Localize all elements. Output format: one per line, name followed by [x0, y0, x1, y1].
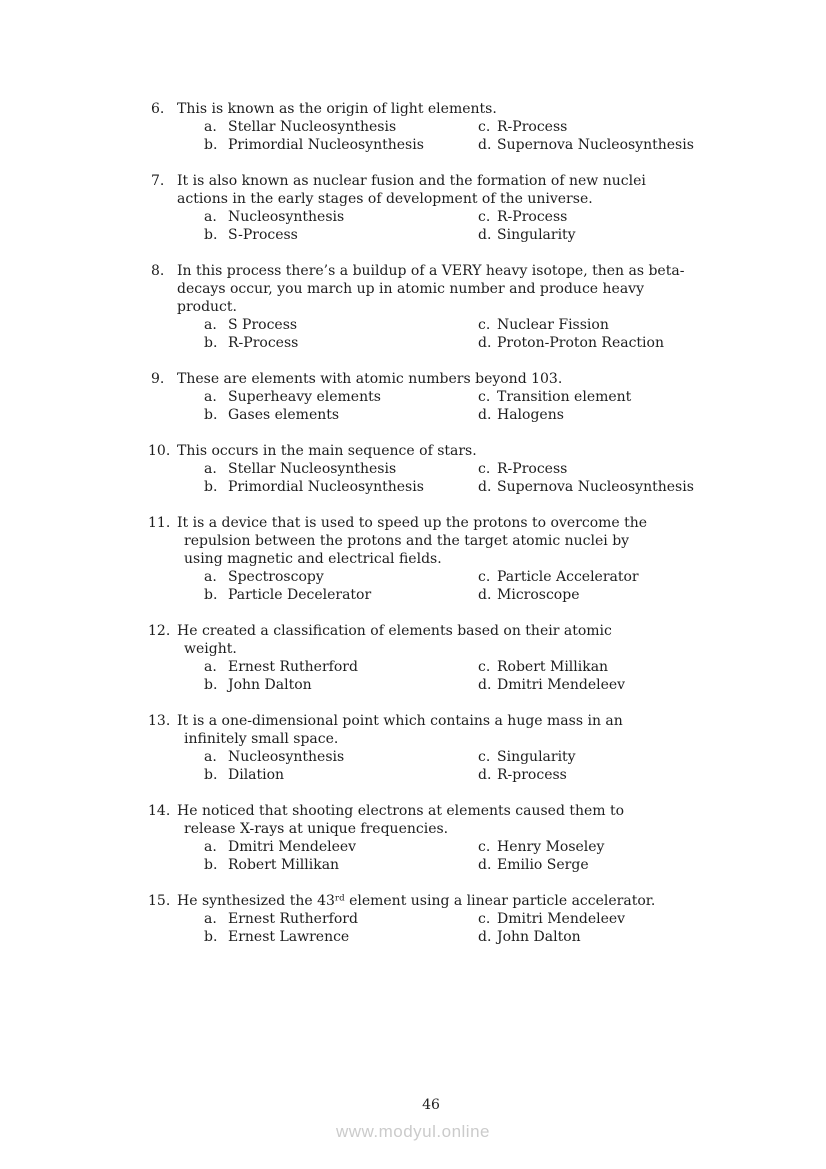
option-label: c.: [478, 209, 491, 225]
question-number: 14.: [148, 803, 171, 819]
option: [204, 658, 478, 676]
option-row: [151, 460, 751, 478]
option: [204, 406, 478, 424]
option-row: [151, 838, 751, 856]
option: [478, 316, 609, 334]
option-text: Nucleosynthesis: [228, 209, 345, 225]
option: [478, 208, 567, 226]
option: [478, 226, 576, 244]
option: [204, 388, 478, 406]
option: [478, 838, 604, 856]
option-text: R-Process: [497, 461, 568, 477]
option: [204, 208, 478, 226]
option-label: b.: [204, 479, 218, 495]
question-text-line: infinitely small space.: [184, 731, 339, 747]
option-text: Stellar Nucleosynthesis: [228, 119, 397, 135]
question-number: 12.: [148, 623, 171, 639]
option: [204, 460, 478, 478]
question-text-line: It is a device that is used to speed up the protons to overcome the: [177, 515, 648, 531]
option-text: Particle Accelerator: [497, 569, 639, 585]
question-text-line: release X-rays at unique frequencies.: [184, 821, 449, 837]
question-text-line: These are elements with atomic numbers beyond 103.: [177, 371, 563, 387]
option: [204, 856, 478, 874]
option: [478, 766, 567, 784]
question-number: 15.: [148, 893, 171, 909]
watermark: www.modyul.online: [335, 1122, 490, 1141]
option-row: [151, 748, 751, 766]
question-14: [148, 802, 751, 874]
option-label: a.: [204, 839, 217, 855]
option-label: c.: [478, 461, 491, 477]
option-label: b.: [204, 137, 218, 153]
option-row: [151, 658, 751, 676]
option-label: b.: [204, 677, 218, 693]
question-text-line: product.: [177, 299, 237, 315]
question-10: [148, 442, 751, 496]
option-text: Ernest Rutherford: [228, 659, 358, 675]
option-label: d.: [478, 857, 492, 873]
option-label: a.: [204, 569, 217, 585]
option-row: [151, 388, 751, 406]
option-label: c.: [478, 317, 491, 333]
option: [204, 568, 478, 586]
option-label: a.: [204, 209, 217, 225]
question-text-line: using magnetic and electrical fields.: [184, 551, 442, 567]
option: [478, 568, 639, 586]
option-text: Emilio Serge: [497, 857, 589, 873]
question-text-line: repulsion between the protons and the target atomic nuclei by: [184, 533, 630, 549]
option-row: [151, 910, 751, 928]
option-text: Primordial Nucleosynthesis: [228, 137, 424, 153]
option-text: Dmitri Mendeleev: [497, 911, 626, 927]
option: [478, 334, 664, 352]
option-text: Proton-Proton Reaction: [497, 335, 664, 351]
option-text: Singularity: [497, 227, 576, 243]
option-label: d.: [478, 677, 492, 693]
option-text: Nucleosynthesis: [228, 749, 345, 765]
option-label: b.: [204, 929, 218, 945]
option: [478, 748, 576, 766]
question-text-line: weight.: [184, 641, 237, 657]
question-text-line: It is also known as nuclear fusion and the formation of new nuclei: [177, 173, 646, 189]
option-text: Primordial Nucleosynthesis: [228, 479, 424, 495]
option: [478, 928, 581, 946]
option-text: John Dalton: [497, 929, 581, 945]
option-text: Nuclear Fission: [497, 317, 609, 333]
option-label: a.: [204, 317, 217, 333]
option-text: Gases elements: [228, 407, 340, 423]
option-text: Spectroscopy: [228, 569, 324, 585]
option: [204, 226, 478, 244]
option-label: d.: [478, 479, 492, 495]
option-label: a.: [204, 389, 217, 405]
page-number: 46: [422, 1097, 440, 1113]
option-row: [151, 928, 751, 946]
option-label: c.: [478, 839, 491, 855]
option-text: Halogens: [497, 407, 564, 423]
option-label: b.: [204, 587, 218, 603]
option-row: [151, 406, 751, 424]
option: [204, 748, 478, 766]
question-text-line: decays occur, you march up in atomic number and produce heavy: [177, 281, 644, 297]
option: [204, 928, 478, 946]
option-text: Robert Millikan: [497, 659, 609, 675]
option-text: Dmitri Mendeleev: [497, 677, 626, 693]
option-text: Robert Millikan: [228, 857, 340, 873]
question-text-line: This occurs in the main sequence of stars.: [177, 443, 477, 459]
option-text: Superheavy elements: [228, 389, 381, 405]
option-label: b.: [204, 767, 218, 783]
option-label: d.: [478, 227, 492, 243]
option: [204, 136, 478, 154]
option-text: Dmitri Mendeleev: [228, 839, 357, 855]
option-label: d.: [478, 335, 492, 351]
option-label: d.: [478, 407, 492, 423]
option-label: d.: [478, 767, 492, 783]
question-number: 9.: [151, 371, 165, 387]
option: [204, 838, 478, 856]
option-label: a.: [204, 911, 217, 927]
question-text-line: He noticed that shooting electrons at elements caused them to: [177, 803, 625, 819]
superscript-text: rd: [334, 893, 345, 904]
option: [204, 334, 478, 352]
option-row: [151, 586, 751, 604]
option-label: b.: [204, 335, 218, 351]
option-label: d.: [478, 137, 492, 153]
questions: [148, 100, 751, 964]
option-text: R-Process: [497, 119, 568, 135]
question-text-line: actions in the early stages of development of the universe.: [177, 191, 593, 207]
option-text: John Dalton: [228, 677, 312, 693]
option-text: Microscope: [497, 587, 580, 603]
question-11: [148, 514, 751, 604]
question-text-run: He synthesized the 43: [177, 893, 335, 909]
option-text: S-Process: [228, 227, 298, 243]
option: [478, 460, 567, 478]
option: [478, 136, 694, 154]
option-row: [151, 676, 751, 694]
question-number: 10.: [148, 443, 171, 459]
question-7: [151, 172, 751, 244]
question-9: [151, 370, 751, 424]
option-label: c.: [478, 911, 491, 927]
question-text-line: [151, 892, 751, 910]
option-text: Henry Moseley: [497, 839, 605, 855]
option-label: b.: [204, 857, 218, 873]
option: [204, 676, 478, 694]
option: [204, 586, 478, 604]
question-8: [151, 262, 751, 352]
option-row: [151, 856, 751, 874]
option-text: Transition element: [497, 389, 632, 405]
option-label: a.: [204, 749, 217, 765]
option-text: R-process: [497, 767, 567, 783]
option: [204, 910, 478, 928]
option-row: [151, 334, 751, 352]
option-text: Ernest Lawrence: [228, 929, 350, 945]
option: [478, 388, 631, 406]
option-text: Supernova Nucleosynthesis: [497, 479, 694, 495]
option: [478, 856, 589, 874]
option: [478, 478, 694, 496]
option-text: Particle Decelerator: [228, 587, 372, 603]
option: [478, 658, 608, 676]
option-label: a.: [204, 119, 217, 135]
option-label: b.: [204, 407, 218, 423]
question-number: 7.: [151, 173, 165, 189]
option-text: Ernest Rutherford: [228, 911, 358, 927]
option-row: [151, 478, 751, 496]
question-number: 13.: [148, 713, 171, 729]
question-text-run: element using a linear particle accelerator.: [344, 893, 656, 909]
question-text-line: This is known as the origin of light elements.: [177, 101, 497, 117]
option-row: [151, 118, 751, 136]
question-6: [151, 100, 751, 154]
option: [204, 118, 478, 136]
option-label: a.: [204, 659, 217, 675]
question-text-line: It is a one-dimensional point which contains a huge mass in an: [177, 713, 623, 729]
option-row: [151, 766, 751, 784]
question-text-line: In this process there’s a buildup of a VERY heavy isotope, then as beta-: [177, 263, 685, 279]
option-text: R-Process: [497, 209, 568, 225]
question-13: [148, 712, 751, 784]
option-label: d.: [478, 587, 492, 603]
option: [478, 406, 564, 424]
option-label: c.: [478, 749, 491, 765]
option-label: b.: [204, 227, 218, 243]
option-label: c.: [478, 659, 491, 675]
option: [478, 676, 625, 694]
option-label: c.: [478, 389, 491, 405]
option-row: [151, 136, 751, 154]
option-row: [151, 208, 751, 226]
option-text: Singularity: [497, 749, 576, 765]
question-number: 11.: [148, 515, 171, 531]
option: [204, 766, 478, 784]
option: [204, 478, 478, 496]
question-15: [148, 892, 751, 946]
option-label: c.: [478, 119, 491, 135]
option-row: [151, 568, 751, 586]
option-text: Supernova Nucleosynthesis: [497, 137, 694, 153]
option-text: R-Process: [228, 335, 299, 351]
option: [478, 118, 567, 136]
option-row: [151, 226, 751, 244]
option: [478, 586, 579, 604]
question-text-line: He created a classification of elements based on their atomic: [177, 623, 612, 639]
option-label: a.: [204, 461, 217, 477]
option-text: S Process: [228, 317, 298, 333]
option-text: Dilation: [228, 767, 285, 783]
question-12: [148, 622, 751, 694]
option-label: c.: [478, 569, 491, 585]
option: [204, 316, 478, 334]
question-number: 6.: [151, 101, 165, 117]
option-row: [151, 316, 751, 334]
question-number: 8.: [151, 263, 165, 279]
option: [478, 910, 625, 928]
option-text: Stellar Nucleosynthesis: [228, 461, 397, 477]
option-label: d.: [478, 929, 492, 945]
